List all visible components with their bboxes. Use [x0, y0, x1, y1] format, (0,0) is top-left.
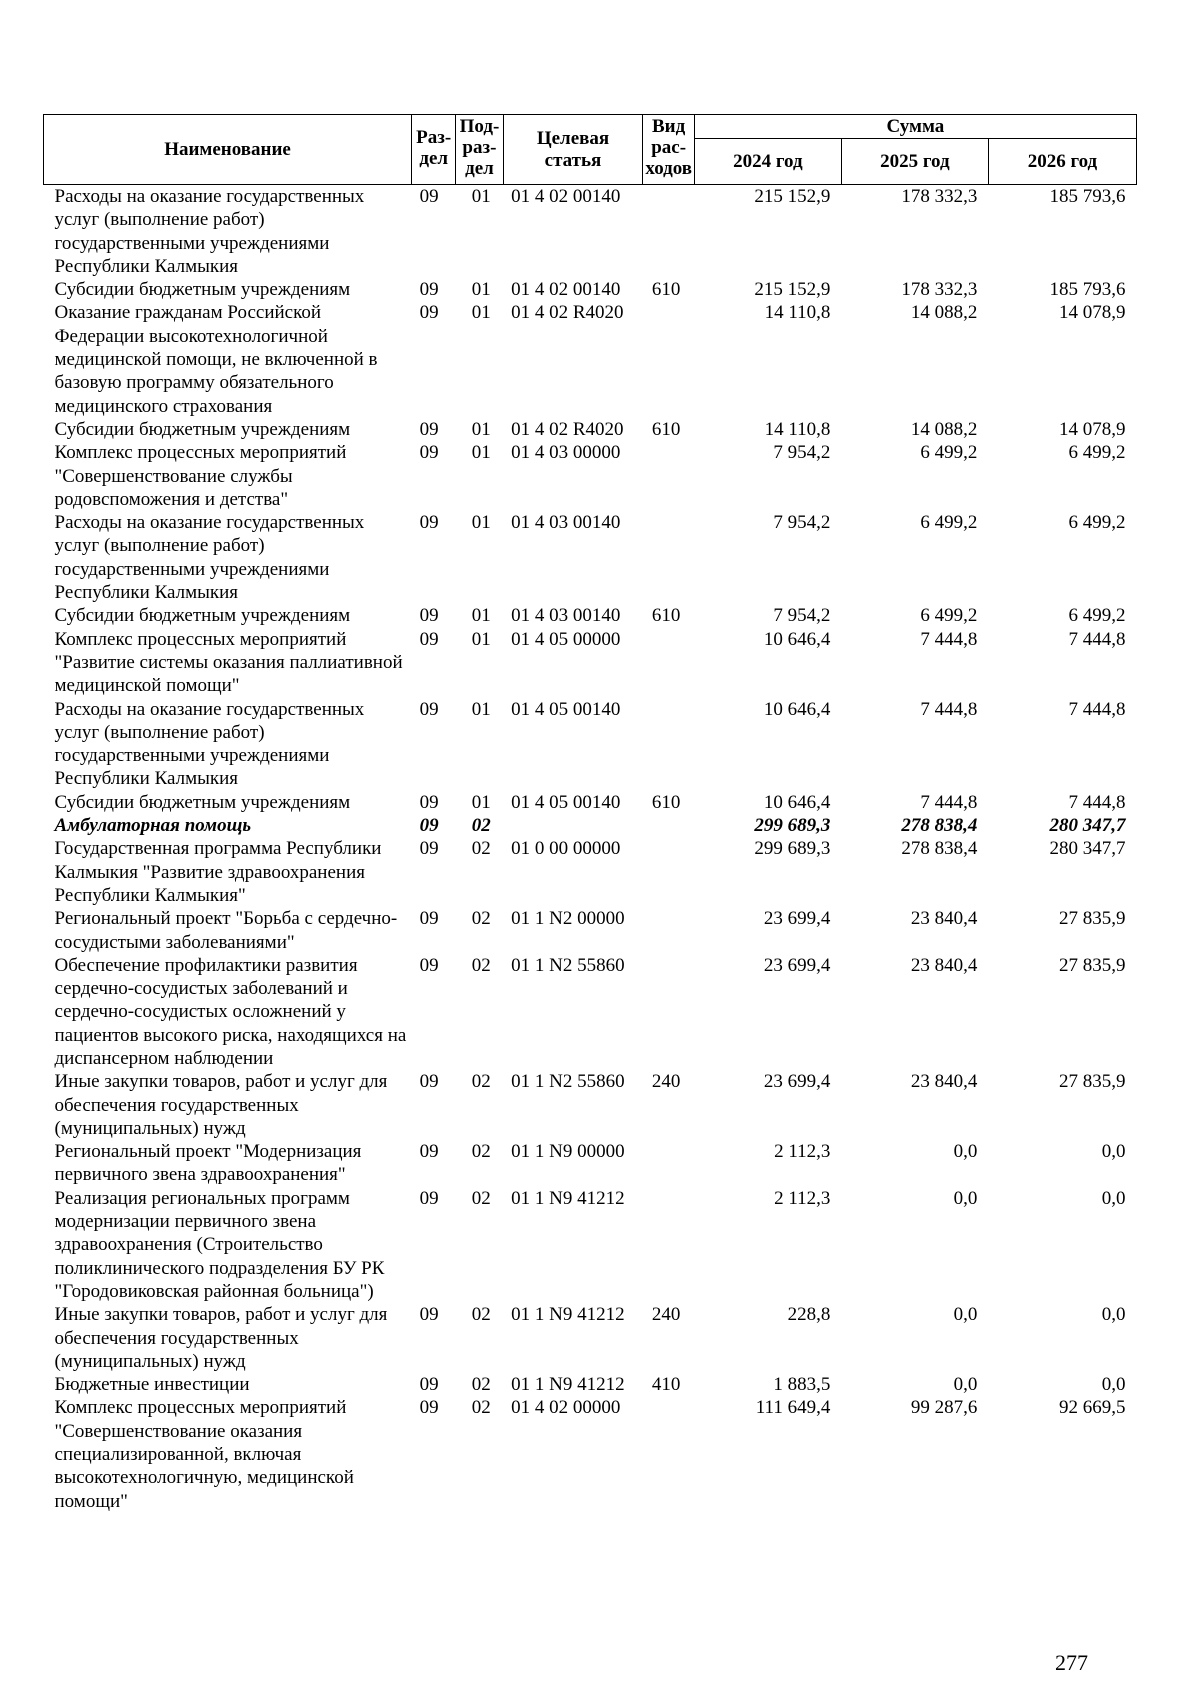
row-podrazdel: 02 — [471, 1304, 491, 1326]
row-2024: 23 699,4 — [763, 1071, 831, 1093]
row-2024: 23 699,4 — [763, 908, 831, 930]
row-celevaya: 01 1 N9 41212 — [511, 1374, 625, 1396]
row-podrazdel: 02 — [471, 1187, 491, 1209]
row-2026: 0,0 — [1101, 1304, 1126, 1326]
table-row — [44, 301, 1137, 417]
row-celevaya: 01 4 05 00140 — [511, 791, 621, 813]
row-celevaya: 01 4 02 00140 — [511, 279, 621, 301]
row-2026: 7 444,8 — [1068, 791, 1126, 813]
row-name: Субсидии бюджетным учреждениям — [54, 418, 351, 440]
row-2026: 0,0 — [1101, 1374, 1126, 1396]
table-row — [44, 418, 1137, 441]
row-2025: 278 838,4 — [901, 838, 978, 860]
row-razdel: 09 — [419, 1071, 439, 1093]
row-2026: 92 669,5 — [1059, 1397, 1126, 1419]
row-vid: 410 — [651, 1374, 681, 1396]
table-header — [44, 115, 1137, 185]
row-name: Иные закупки товаров, работ и услуг для обеспечения государственных (муниципальных) нужд — [54, 1304, 388, 1372]
row-podrazdel: 01 — [471, 628, 491, 650]
row-razdel: 09 — [419, 1187, 439, 1209]
table-row — [44, 1187, 1137, 1303]
row-2026: 280 347,7 — [1049, 838, 1126, 860]
row-2024: 1 883,5 — [773, 1374, 831, 1396]
row-2025: 6 499,2 — [920, 442, 978, 464]
row-vid — [643, 441, 694, 511]
row-podrazdel: 02 — [471, 1374, 491, 1396]
row-2026: 7 444,8 — [1068, 698, 1126, 720]
row-razdel: 09 — [419, 302, 439, 324]
row-celevaya: 01 1 N9 00000 — [511, 1141, 625, 1163]
budget-table — [43, 114, 1137, 1513]
row-name: Комплекс процессных мероприятий "Совершенствование оказания специализированной, включая высокотехнологичную, медицинской помощи" — [54, 1397, 354, 1512]
row-celevaya: 01 4 02 00000 — [511, 1397, 621, 1419]
row-2026: 6 499,2 — [1068, 512, 1126, 534]
row-vid — [643, 907, 694, 954]
header-summa: Сумма — [694, 115, 1136, 139]
row-podrazdel: 02 — [471, 838, 491, 860]
header-2025: 2025 год — [841, 139, 988, 185]
table-row — [44, 1140, 1137, 1187]
table-row — [44, 185, 1137, 279]
row-2026: 6 499,2 — [1068, 442, 1126, 464]
row-name: Обеспечение профилактики развития сердечно-сосудистых заболеваний и сердечно-сосудистых осложнений у пациентов высокого риска, находящихся на диспансерном наблюдении — [54, 954, 407, 1069]
row-vid — [643, 814, 694, 837]
table-body — [44, 185, 1137, 1513]
row-2024: 10 646,4 — [763, 791, 831, 813]
header-2024: 2024 год — [694, 139, 841, 185]
row-2024: 215 152,9 — [754, 279, 831, 301]
row-razdel: 09 — [419, 698, 439, 720]
row-podrazdel: 01 — [471, 279, 491, 301]
row-celevaya: 01 1 N2 55860 — [511, 954, 625, 976]
row-vid — [643, 1140, 694, 1187]
row-2024: 10 646,4 — [763, 698, 831, 720]
row-name: Амбулаторная помощь — [54, 815, 252, 837]
table-row — [44, 441, 1137, 511]
row-celevaya: 01 4 05 00000 — [511, 628, 621, 650]
row-2024: 2 112,3 — [774, 1187, 831, 1209]
row-celevaya: 01 1 N2 55860 — [511, 1071, 625, 1093]
row-2025: 99 287,6 — [910, 1397, 978, 1419]
row-2026: 27 835,9 — [1059, 908, 1126, 930]
header-name: Наименование — [44, 115, 412, 185]
row-name: Субсидии бюджетным учреждениям — [54, 279, 351, 301]
page-number: 277 — [1055, 1650, 1088, 1675]
row-celevaya: 01 4 03 00140 — [511, 605, 621, 627]
table-row — [44, 511, 1137, 604]
row-name: Расходы на оказание государственных услуг (выполнение работ) государственными учреждениями Республики Калмыкия — [54, 698, 365, 790]
row-name: Реализация региональных программ модернизации первичного звена здравоохранения (Строительство поликлинического подразделения БУ РК "Городовиковская районная больница") — [54, 1187, 385, 1302]
row-celevaya: 01 4 03 00140 — [511, 512, 621, 534]
row-razdel: 09 — [419, 791, 439, 813]
header-celevaya: Целевая статья — [503, 115, 643, 185]
row-podrazdel: 01 — [471, 791, 491, 813]
row-vid: 240 — [651, 1071, 681, 1093]
row-name: Субсидии бюджетным учреждениям — [54, 791, 351, 813]
row-2024: 7 954,2 — [773, 442, 831, 464]
row-celevaya: 01 1 N9 41212 — [511, 1187, 625, 1209]
row-2025: 0,0 — [953, 1141, 978, 1163]
row-razdel: 09 — [419, 1304, 439, 1326]
row-vid: 610 — [651, 605, 681, 627]
row-podrazdel: 02 — [471, 1397, 491, 1419]
row-razdel: 09 — [419, 418, 439, 440]
row-2025: 0,0 — [953, 1304, 978, 1326]
header-podrazdel: Под- раз- дел — [456, 115, 503, 185]
row-razdel: 09 — [419, 1141, 439, 1163]
row-2026: 0,0 — [1101, 1187, 1126, 1209]
row-name: Бюджетные инвестиции — [54, 1374, 250, 1396]
row-name: Расходы на оказание государственных услуг (выполнение работ) государственными учреждениями Республики Калмыкия — [54, 186, 365, 277]
row-razdel: 09 — [419, 954, 439, 976]
row-2024: 2 112,3 — [774, 1141, 831, 1163]
row-vid — [643, 511, 694, 604]
row-razdel: 09 — [419, 628, 439, 650]
table-row — [44, 1396, 1137, 1512]
row-vid: 610 — [651, 418, 681, 440]
row-2024: 10 646,4 — [763, 628, 831, 650]
row-celevaya: 01 4 03 00000 — [511, 442, 621, 464]
row-2026: 14 078,9 — [1059, 418, 1126, 440]
row-vid: 610 — [651, 279, 681, 301]
row-razdel: 09 — [419, 512, 439, 534]
row-podrazdel: 01 — [471, 605, 491, 627]
row-razdel: 09 — [419, 1397, 439, 1419]
row-vid: 610 — [651, 791, 681, 813]
row-2026: 185 793,6 — [1049, 279, 1126, 301]
row-2024: 14 110,8 — [764, 418, 831, 440]
row-celevaya: 01 0 00 00000 — [511, 838, 621, 860]
row-razdel: 09 — [419, 815, 439, 837]
header-razdel: Раз- дел — [412, 115, 456, 185]
row-vid — [643, 837, 694, 907]
row-2026: 27 835,9 — [1059, 954, 1126, 976]
row-name: Оказание гражданам Российской Федерации высокотехнологичной медицинской помощи, не включенной в базовую программу обязательного медицинского страхования — [54, 302, 378, 417]
row-2026: 7 444,8 — [1068, 628, 1126, 650]
table-row — [44, 791, 1137, 814]
row-razdel: 09 — [419, 838, 439, 860]
table-row — [44, 1303, 1137, 1373]
row-2026: 14 078,9 — [1059, 302, 1126, 324]
row-razdel: 09 — [419, 605, 439, 627]
row-2025: 7 444,8 — [920, 791, 978, 813]
table-row — [44, 628, 1137, 698]
row-2025: 178 332,3 — [901, 186, 978, 207]
row-razdel: 09 — [419, 442, 439, 464]
row-2024: 23 699,4 — [763, 954, 831, 976]
row-celevaya: 01 4 05 00140 — [511, 698, 621, 720]
table-row — [44, 278, 1137, 301]
row-2025: 0,0 — [953, 1374, 978, 1396]
row-podrazdel: 02 — [471, 1141, 491, 1163]
row-celevaya: 01 4 02 R4020 — [511, 302, 624, 324]
row-2024: 215 152,9 — [754, 186, 831, 207]
table-row — [44, 1373, 1137, 1396]
row-name: Региональный проект "Борьба с сердечно-сосудистыми заболеваниями" — [54, 908, 398, 953]
row-podrazdel: 02 — [471, 954, 491, 976]
row-name: Региональный проект "Модернизация первичного звена здравоохранения" — [54, 1141, 362, 1186]
row-vid — [643, 185, 694, 279]
row-2025: 6 499,2 — [920, 605, 978, 627]
table-row — [44, 954, 1137, 1070]
row-podrazdel: 01 — [471, 302, 491, 324]
row-podrazdel: 02 — [471, 815, 491, 837]
row-name: Иные закупки товаров, работ и услуг для обеспечения государственных (муниципальных) нужд — [54, 1071, 388, 1139]
row-2025: 14 088,2 — [910, 302, 978, 324]
budget-table-sheet — [43, 114, 1137, 1513]
header-2026: 2026 год — [988, 139, 1136, 185]
row-2025: 7 444,8 — [920, 698, 978, 720]
table-row — [44, 907, 1137, 954]
row-podrazdel: 02 — [471, 1071, 491, 1093]
row-celevaya — [503, 814, 643, 837]
header-vid: Вид рас- ходов — [643, 115, 694, 185]
row-2024: 299 689,3 — [754, 815, 831, 837]
row-name: Комплекс процессных мероприятий "Совершенствование службы родовспоможения и детства" — [54, 442, 347, 510]
row-2026: 27 835,9 — [1059, 1071, 1126, 1093]
row-podrazdel: 01 — [471, 442, 491, 464]
table-row — [44, 698, 1137, 791]
row-2024: 299 689,3 — [754, 838, 831, 860]
row-podrazdel: 02 — [471, 908, 491, 930]
row-vid — [643, 301, 694, 417]
row-2026: 6 499,2 — [1068, 605, 1126, 627]
row-2025: 7 444,8 — [920, 628, 978, 650]
row-vid: 240 — [651, 1304, 681, 1326]
row-2025: 0,0 — [953, 1187, 978, 1209]
row-celevaya: 01 1 N9 41212 — [511, 1304, 625, 1326]
row-2025: 23 840,4 — [910, 954, 978, 976]
row-podrazdel: 01 — [471, 512, 491, 534]
row-name: Государственная программа Республики Калмыкия "Развитие здравоохранения Республики Калмыкия" — [54, 838, 382, 906]
row-2026: 280 347,7 — [1049, 815, 1126, 837]
row-2025: 278 838,4 — [901, 815, 978, 837]
row-2026: 185 793,6 — [1049, 186, 1126, 207]
row-2024: 14 110,8 — [764, 302, 831, 324]
row-2024: 7 954,2 — [773, 605, 831, 627]
row-vid — [643, 698, 694, 791]
table-row — [44, 814, 1137, 837]
row-celevaya: 01 1 N2 00000 — [511, 908, 625, 930]
row-2024: 7 954,2 — [773, 512, 831, 534]
row-2025: 178 332,3 — [901, 279, 978, 301]
row-celevaya: 01 4 02 R4020 — [511, 418, 624, 440]
row-name: Комплекс процессных мероприятий "Развитие системы оказания паллиативной медицинской помощи" — [54, 628, 403, 697]
row-2024: 228,8 — [787, 1304, 831, 1326]
table-row — [44, 837, 1137, 907]
row-razdel: 09 — [419, 1374, 439, 1396]
row-razdel: 09 — [419, 908, 439, 930]
table-row — [44, 1070, 1137, 1140]
row-2025: 6 499,2 — [920, 512, 978, 534]
row-vid — [643, 1396, 694, 1512]
row-podrazdel: 01 — [471, 186, 491, 207]
row-2024: 111 649,4 — [755, 1397, 831, 1419]
row-name: Субсидии бюджетным учреждениям — [54, 605, 351, 627]
row-2025: 23 840,4 — [910, 1071, 978, 1093]
table-row — [44, 604, 1137, 627]
row-2026: 0,0 — [1101, 1141, 1126, 1163]
row-vid — [643, 628, 694, 698]
row-name: Расходы на оказание государственных услуг (выполнение работ) государственными учреждениями Республики Калмыкия — [54, 512, 365, 604]
row-celevaya: 01 4 02 00140 — [511, 186, 621, 207]
row-2025: 14 088,2 — [910, 418, 978, 440]
row-2025: 23 840,4 — [910, 908, 978, 930]
row-podrazdel: 01 — [471, 698, 491, 720]
row-podrazdel: 01 — [471, 418, 491, 440]
row-vid — [643, 1187, 694, 1303]
row-razdel: 09 — [419, 186, 439, 207]
row-vid — [643, 954, 694, 1070]
row-razdel: 09 — [419, 279, 439, 301]
